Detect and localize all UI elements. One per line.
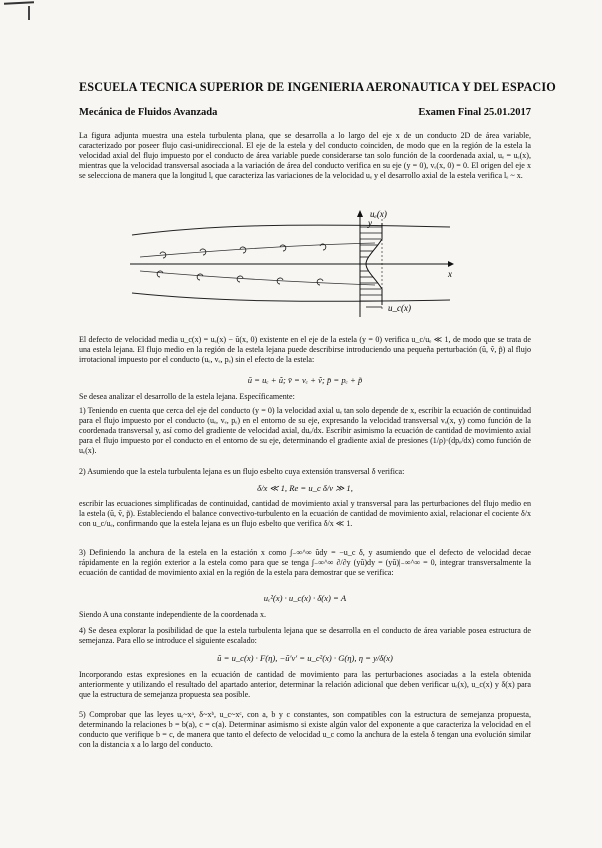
slenderness-equation: δ/x ≪ 1, Re = u_c δ/ν ≫ 1, [257,483,353,493]
school-title: ESCUELA TECNICA SUPERIOR DE INGENIERIA AERONAUTICA Y DEL ESPACIO [79,80,556,94]
wake-upper-boundary [140,243,375,257]
ue-label: uₑ(x) [370,209,387,219]
similarity-scaling-equation: ũ = u_c(x) · F(η), −ũ′v′ = u_c²(x) · G(η), η = y/δ(x) [217,653,393,663]
momentum-integral-equation: uₑ²(x) · u_c(x) · δ(x) = A [263,593,347,603]
defect-paragraph: El defecto de velocidad media u_c(x) = uₑ(x) − ū(x, 0) existente en el eje de la estela (y = 0) verifica u_c/uₑ ≪ 1, de modo que se trata de una estela lejana. El flujo medio en la región de la estela lejana puede describirse introduciendo una pequeña perturbación (ũ, ṽ, p̃) al flujo irrotacional impuesto por el conducto (uₑ, vₑ, pₑ) sin el efecto de la estela: [79,335,531,365]
question-2-body: escribir las ecuaciones simplificadas de continuidad, cantidad de movimiento axial y transversal para las perturbaciones del flujo medio en la estela (ũ, ṽ, p̃). Estableciendo el balance convectivo-turbulento en la ecuación de cantidad de movimiento axial, relacionar el cociente δ/x con u_c/uₑ, confirmando que la estela lejana es un flujo esbelto que verifica δ/x ≪ 1. [79,499,531,529]
uc-label: u_c(x) [388,303,411,313]
duct-lower-wall [132,293,450,301]
y-axis-arrow [357,210,363,217]
question-3-note: Siendo A una constante independiente de la coordenada x. [79,610,267,619]
x-axis-label: x [448,269,452,279]
question-4: 4) Se desea explorar la posibilidad de que la estela turbulenta lejana que se desarrolla en el conducto de área variable posea estructura de semejanza. Para ello se introduce el siguiente escalado: [79,626,531,646]
question-3: 3) Definiendo la anchura de la estela en la estación x como ∫₋∞^∞ ũdy = −u_c δ, y asumiendo que el defecto de velocidad decae rápidamente en la región exterior a la estela como para que se tenga ∫₋∞^∞ ∂/∂y (yũ)dy = (yũ)|₋∞^∞ = 0, integrar transversalmente la ecuación de cantidad de movimiento axial en la región de la estela para demostrar que se verifica: [79,548,531,578]
analysis-sentence: Se desea analizar el desarrollo de la estela lejana. Específicamente: [79,392,295,401]
wake-figure [130,205,460,320]
question-5: 5) Comprobar que las leyes uₑ~xᵃ, δ~xᵇ, u_c~xᶜ, con a, b y c constantes, son compatibles con la estructura de semejanza propuesta, determinando la relaciones b = b(a), c = c(a). Determinar asimismo si existe algún valor del exponente a que caracteriza la velocidad en el conducto que verifique b = c, de manera que tanto el defecto de velocidad u_c como la anchura de la estela δ tengan una evolución similar con la distancia x a lo largo del conducto. [79,710,531,750]
pen-mark [4,1,34,5]
x-axis-arrow [448,261,454,267]
perturbation-equation: ū = uₑ + ũ; v̄ = vₑ + ṽ; p̄ = pₑ + p̃ [247,375,363,385]
y-axis-label: y [368,218,372,228]
wake-lower-boundary [140,271,375,285]
exam-date: Examen Final 25.01.2017 [418,107,531,118]
duct-upper-wall [132,225,450,235]
question-2: 2) Asumiendo que la estela turbulenta lejana es un flujo esbelto cuya extensión transversal δ verifica: [79,467,405,476]
course-title: Mecánica de Fluidos Avanzada [79,107,218,118]
pen-mark-vertical [28,6,30,20]
intro-paragraph: La figura adjunta muestra una estela turbulenta plana, que se desarrolla a lo largo del eje x de un conducto 2D de área variable, caracterizado por poseer flujo casi-unidireccional. El eje de la estela y del conducto coinciden, de modo que en la región de la estela la velocidad axial del flujo impuesto por el conducto de área variable puede considerarse tan solo función de la coordenada axial, uₑ = uₑ(x), mientras que la velocidad transversal asociada a la variación de área del conducto verifica en su eje (y = 0), vₑ(x, 0) = 0. El origen del eje x se selecciona de manera que la longitud lₑ que caracteriza las variaciones de la velocidad uₑ y el desarrollo axial de la estela verifica lₑ ~ x. [79,131,531,181]
question-1: 1) Teniendo en cuenta que cerca del eje del conducto (y = 0) la velocidad axial uₑ tan solo depende de x, escribir la ecuación de continuidad para el flujo impuesto por el conducto (uₑ, vₑ, pₑ) en el entorno de su eje, expresando la velocidad transversal vₑ(x, y) como función de la coordenada transversal y, así como del gradiente de velocidad axial, duₑ/dx. Escribir asimismo la ecuación de cantidad de movimiento axial para el flujo impuesto por el conducto en el entorno de su eje, determinando el gradiente axial de presiones (1/ρ)·(dpₑ/dx) como función de uₑ(x). [79,406,531,456]
question-4-body: Incorporando estas expresiones en la ecuación de cantidad de movimiento para las perturbaciones asociadas a la estela obtenida anteriormente y utilizando el resultado del apartado anterior, determinar la relación adicional que deben verificar uₑ(x), u_c(x) y δ(x) para que la estructura de semejanza propuesta sea posible. [79,670,531,700]
